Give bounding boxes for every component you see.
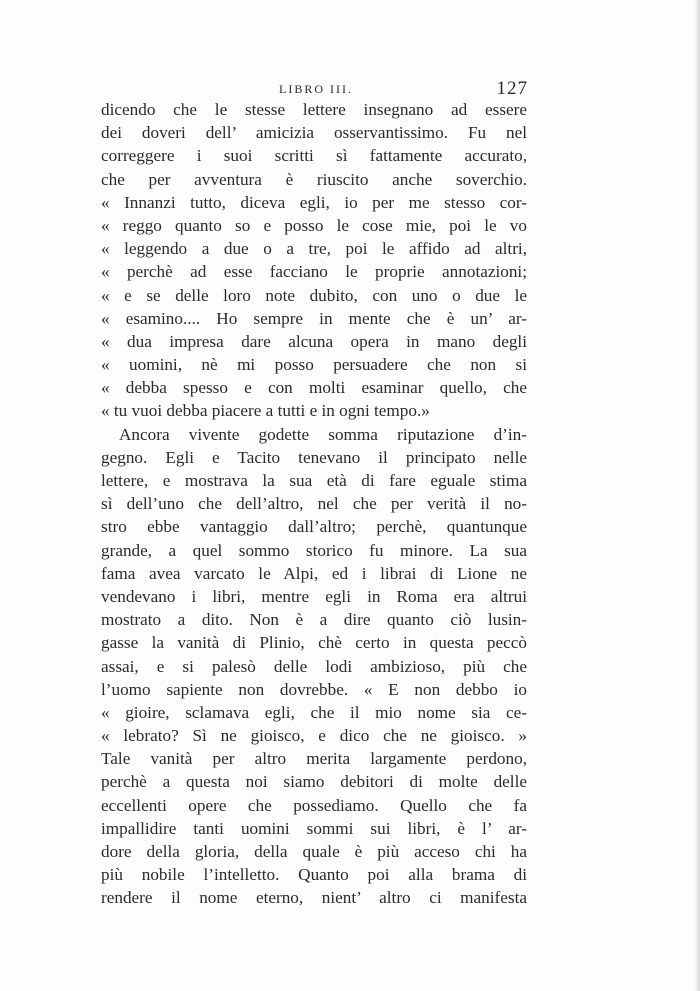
text-line: « e se delle loro note dubito, con uno o due le (101, 285, 527, 305)
text-line: correggere i suoi scritti sì fattamente accurato, (101, 146, 527, 166)
text-line: « uomini, nè mi posso persuadere che non si (101, 355, 527, 375)
text-line: rendere il nome eterno, nient’ altro ci manifesta (101, 888, 527, 908)
text-line: « leggendo a due o a tre, poi le affido ad altri, (101, 239, 527, 259)
text-line: dicendo che le stesse lettere insegnano ad essere (101, 100, 527, 119)
text-line: « Innanzi tutto, diceva egli, io per me stesso cor- (101, 192, 527, 212)
page-number: 127 (496, 78, 528, 99)
text-line: gegno. Egli e Tacito tenevano il principato nelle (101, 447, 527, 467)
text-line: « debba spesso e con molti esaminar quello, che (101, 378, 527, 398)
text-line: più nobile l’intelletto. Quanto poi alla brama di (101, 865, 527, 885)
text-line: « dua impresa dare alcuna opera in mano degli (101, 331, 527, 351)
text-line: fama avea varcato le Alpi, ed i librai di Lione ne (101, 563, 527, 583)
text-line: Ancora vivente godette somma riputazione d’in- (119, 424, 527, 444)
text-line: impallidire tanti uomini sommi sui libri, è l’ ar- (101, 818, 527, 838)
text-line: « gioire, sclamava egli, che il mio nome sia ce- (101, 702, 527, 722)
text-line: « esamino.... Ho sempre in mente che è un’ ar- (101, 308, 527, 328)
text-line: « perchè ad esse facciano le proprie annotazioni; (101, 262, 527, 282)
text-line: lettere, e mostrava la sua età di fare eguale stima (101, 471, 527, 490)
text-line: stro ebbe vantaggio dall’altro; perchè, quantunque (101, 517, 527, 537)
text-line: eccellenti opere che possediamo. Quello che fa (101, 795, 527, 815)
text-line: mostrato a dito. Non è a dire quanto ciò lusin- (101, 610, 527, 630)
text-line: gasse la vanità di Plinio, chè certo in questa peccò (101, 633, 527, 653)
text-line: « lebrato? Sì ne gioisco, e dico che ne gioisco. » (101, 726, 527, 746)
text-line: dore della gloria, della quale è più acceso chi ha (101, 842, 527, 861)
text-line: « tu vuoi debba piacere a tutti e in ogni tempo.» (101, 401, 430, 421)
running-title: LIBRO III. (279, 82, 353, 96)
text-line: Tale vanità per altro merita largamente perdono, (101, 749, 527, 769)
body-text (101, 98, 527, 910)
text-line: l’uomo sapiente non dovrebbe. « E non debbo io (101, 679, 527, 699)
page-edge-shadow (694, 0, 700, 991)
text-line: grande, a quel sommo storico fu minore. La sua (101, 540, 527, 560)
text-line: che per avventura è riuscito anche soverchio. (101, 169, 527, 189)
text-line: vendevano i libri, mentre egli in Roma era altrui (101, 586, 527, 606)
text-line: assai, e si palesò delle lodi ambizioso, più che (101, 656, 527, 676)
text-line: dei doveri dell’ amicizia osservantissimo. Fu nel (101, 123, 527, 143)
text-line: sì dell’uno che dell’altro, nel che per verità il no- (101, 494, 527, 514)
text-line: « reggo quanto so e posso le cose mie, poi le vo (101, 215, 527, 235)
text-line: perchè a questa noi siamo debitori di molte delle (101, 772, 527, 792)
